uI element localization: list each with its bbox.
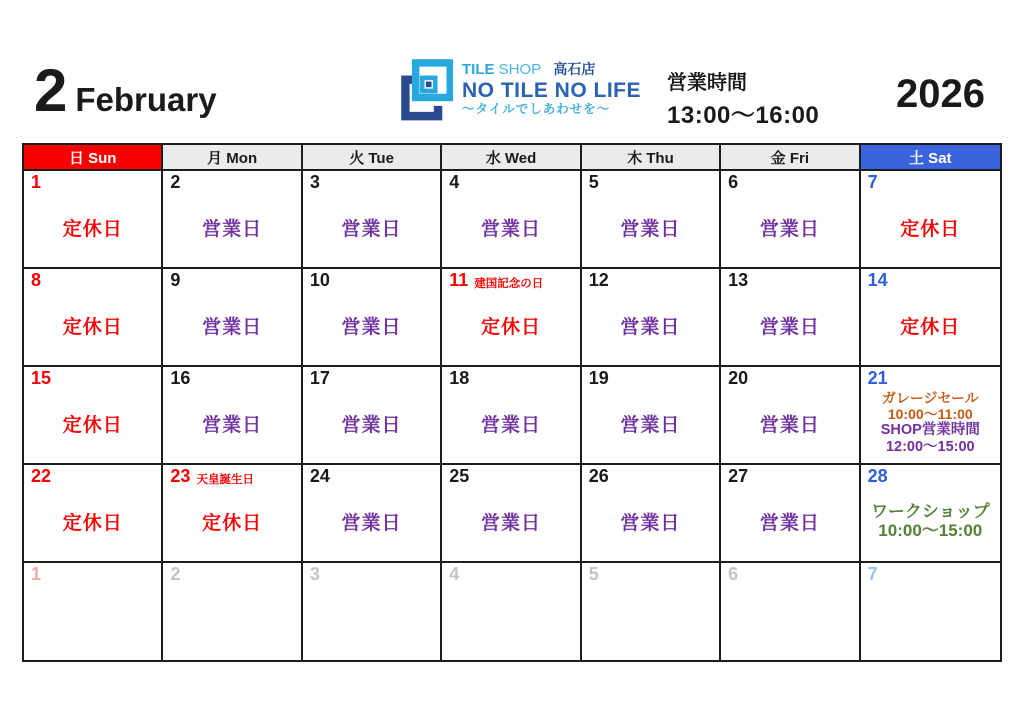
day-cell xyxy=(582,367,721,465)
day-cell-body xyxy=(582,391,719,463)
day-cell-body xyxy=(442,489,579,561)
day-cell xyxy=(442,269,581,367)
day-number: 19 xyxy=(588,368,609,388)
day-cell xyxy=(442,465,581,563)
day-number: 4 xyxy=(449,172,460,192)
day-cell-body xyxy=(24,391,161,463)
day-cell-body xyxy=(303,293,440,365)
day-cell-top xyxy=(442,465,579,489)
day-number: 1 xyxy=(31,564,42,584)
day-cell-body xyxy=(163,293,300,365)
day-cell-top xyxy=(721,465,858,489)
day-status: 営業日 xyxy=(202,218,263,240)
day-number: 9 xyxy=(170,270,181,290)
day-cell xyxy=(861,269,1000,367)
day-status: 営業日 xyxy=(759,218,820,240)
day-number: 28 xyxy=(867,466,888,486)
day-cell-top xyxy=(163,563,300,587)
day-cell-top xyxy=(24,465,161,489)
logo-main-slogan: NO TILE NO LIFE xyxy=(462,78,641,102)
weekday-header-weekday: 月 Mon xyxy=(163,145,302,171)
day-number: 8 xyxy=(31,270,42,290)
day-cell-top xyxy=(303,171,440,195)
day-number: 27 xyxy=(728,466,749,486)
day-cell xyxy=(163,563,302,660)
event-line: ガレージセール xyxy=(881,390,979,407)
day-cell-body xyxy=(24,489,161,561)
day-cell-body xyxy=(582,489,719,561)
day-cell-top xyxy=(24,171,161,195)
logo-branch-name: 高石店 xyxy=(553,61,596,77)
day-cell xyxy=(582,171,721,269)
logo-line1 xyxy=(462,62,641,79)
day-number: 21 xyxy=(867,368,888,388)
day-number: 11 xyxy=(449,270,469,290)
calendar-grid xyxy=(22,143,1002,662)
day-cell-top xyxy=(303,563,440,587)
weekday-header-sat: 土 Sat xyxy=(861,145,1000,171)
day-cell xyxy=(24,269,163,367)
day-cell xyxy=(303,171,442,269)
day-cell xyxy=(303,465,442,563)
day-number: 14 xyxy=(867,270,888,290)
day-cell xyxy=(442,563,581,660)
day-cell-top xyxy=(163,367,300,391)
day-status: 営業日 xyxy=(759,316,820,338)
shop-logo xyxy=(397,58,641,122)
day-cell xyxy=(721,563,860,660)
day-number: 5 xyxy=(588,564,599,584)
day-status: 営業日 xyxy=(341,218,402,240)
day-cell xyxy=(303,269,442,367)
day-status: 定休日 xyxy=(900,218,961,240)
day-status: 営業日 xyxy=(480,512,541,534)
day-number: 3 xyxy=(309,172,320,192)
day-number: 6 xyxy=(728,564,739,584)
day-cell-top xyxy=(721,171,858,195)
day-status: 定休日 xyxy=(900,316,961,338)
day-cell xyxy=(861,171,1000,269)
day-cell-body xyxy=(721,391,858,463)
logo-word-tile: TILE xyxy=(462,61,495,78)
day-cell xyxy=(861,465,1000,563)
business-hours xyxy=(667,66,819,130)
day-cell-body xyxy=(861,195,1000,267)
day-status: 定休日 xyxy=(62,414,123,436)
day-status: 定休日 xyxy=(62,316,123,338)
day-cell-top xyxy=(721,367,858,391)
day-cell-body xyxy=(721,587,858,660)
day-cell xyxy=(24,465,163,563)
day-cell-top xyxy=(24,563,161,587)
day-cell-body xyxy=(861,293,1000,365)
day-cell-body xyxy=(163,489,300,561)
day-cell xyxy=(721,171,860,269)
event-line: 10:00～15:00 xyxy=(878,521,983,540)
logo-word-shop: SHOP xyxy=(498,61,542,78)
logo-tagline: ～タイルでしあわせを～ xyxy=(462,102,611,117)
day-cell-top xyxy=(861,367,1000,391)
day-number: 17 xyxy=(309,368,330,388)
day-cell-top xyxy=(582,367,719,391)
tile-logo-icon xyxy=(397,58,453,122)
day-number: 4 xyxy=(449,564,460,584)
day-cell-body xyxy=(721,195,858,267)
day-number: 18 xyxy=(449,368,470,388)
day-cell-body xyxy=(24,293,161,365)
month-title xyxy=(34,56,217,125)
day-number: 12 xyxy=(588,270,609,290)
day-cell-body xyxy=(861,391,1000,463)
day-cell-body xyxy=(582,293,719,365)
day-status: 営業日 xyxy=(620,316,681,338)
day-cell-top xyxy=(582,171,719,195)
day-status: 定休日 xyxy=(202,512,263,534)
day-cell-body xyxy=(582,195,719,267)
day-cell xyxy=(24,367,163,465)
day-cell-top xyxy=(442,171,579,195)
day-cell xyxy=(303,563,442,660)
weekday-header-weekday: 金 Fri xyxy=(721,145,860,171)
day-number: 2 xyxy=(170,564,181,584)
day-number: 13 xyxy=(728,270,749,290)
month-number: 2 xyxy=(34,57,66,124)
day-number: 1 xyxy=(31,172,42,192)
day-cell xyxy=(442,367,581,465)
day-cell-top xyxy=(861,171,1000,195)
day-cell-top xyxy=(303,465,440,489)
business-hours-label: 営業時間 xyxy=(667,72,747,94)
year-label: 2026 xyxy=(896,72,985,116)
day-cell xyxy=(721,465,860,563)
event-line: 12:00～15:00 xyxy=(885,438,975,455)
holiday-label: 建国記念の日 xyxy=(474,278,544,290)
day-number: 25 xyxy=(449,466,470,486)
day-cell-top xyxy=(24,367,161,391)
day-cell xyxy=(721,367,860,465)
day-cell-top xyxy=(303,367,440,391)
event-line: 10:00～11:00 xyxy=(887,405,973,422)
day-cell-body xyxy=(303,587,440,660)
day-cell xyxy=(861,367,1000,465)
day-number: 22 xyxy=(31,466,52,486)
day-cell-body xyxy=(442,195,579,267)
day-cell xyxy=(582,563,721,660)
day-cell-body xyxy=(861,587,1000,660)
day-cell xyxy=(303,367,442,465)
day-cell xyxy=(24,563,163,660)
day-cell-top xyxy=(582,465,719,489)
day-cell-top xyxy=(582,563,719,587)
day-status: 営業日 xyxy=(620,414,681,436)
day-cell xyxy=(442,171,581,269)
day-number: 10 xyxy=(309,270,330,290)
day-number: 2 xyxy=(170,172,181,192)
day-status: 営業日 xyxy=(341,512,402,534)
weekday-header-weekday: 木 Thu xyxy=(582,145,721,171)
day-status: 営業日 xyxy=(620,218,681,240)
day-cell-body xyxy=(721,293,858,365)
day-cell-top xyxy=(163,465,300,489)
day-cell-body xyxy=(442,391,579,463)
weekday-header-weekday: 火 Tue xyxy=(303,145,442,171)
day-number: 23 xyxy=(170,466,191,486)
day-cell-top xyxy=(163,269,300,293)
day-cell xyxy=(163,465,302,563)
day-cell-body xyxy=(721,489,858,561)
day-number: 6 xyxy=(728,172,739,192)
day-cell-top xyxy=(303,269,440,293)
day-status: 定休日 xyxy=(62,512,123,534)
day-cell xyxy=(163,171,302,269)
day-number: 20 xyxy=(728,368,749,388)
weekday-header-weekday: 水 Wed xyxy=(442,145,581,171)
day-status: 営業日 xyxy=(759,512,820,534)
day-cell-body xyxy=(303,195,440,267)
day-number: 3 xyxy=(309,564,320,584)
day-cell xyxy=(24,171,163,269)
holiday-label: 天皇誕生日 xyxy=(196,474,254,486)
day-cell-body xyxy=(303,391,440,463)
month-name: February xyxy=(75,81,217,118)
day-cell-top xyxy=(442,563,579,587)
day-number: 15 xyxy=(31,368,52,388)
business-hours-value: 13:00～16:00 xyxy=(667,102,820,129)
day-status: 営業日 xyxy=(480,414,541,436)
day-cell-top xyxy=(861,269,1000,293)
day-number: 24 xyxy=(309,466,330,486)
day-cell xyxy=(582,269,721,367)
day-cell-top xyxy=(861,563,1000,587)
day-cell-body xyxy=(442,587,579,660)
day-status: 定休日 xyxy=(480,316,541,338)
logo-text xyxy=(462,58,641,116)
day-cell xyxy=(721,269,860,367)
day-status: 営業日 xyxy=(341,316,402,338)
day-cell-body xyxy=(24,195,161,267)
day-number: 16 xyxy=(170,368,191,388)
event-line: SHOP営業時間 xyxy=(880,422,980,439)
day-number: 7 xyxy=(867,172,878,192)
weekday-header-sun: 日 Sun xyxy=(24,145,163,171)
day-status: 営業日 xyxy=(480,218,541,240)
day-cell-top xyxy=(721,269,858,293)
day-cell-top xyxy=(442,367,579,391)
day-cell-top xyxy=(861,465,1000,489)
day-cell-body xyxy=(163,391,300,463)
day-cell-body xyxy=(303,489,440,561)
day-cell-body xyxy=(163,195,300,267)
day-number: 7 xyxy=(867,564,878,584)
day-cell-body xyxy=(163,587,300,660)
day-number: 26 xyxy=(588,466,609,486)
day-cell-body xyxy=(442,293,579,365)
day-cell-top xyxy=(163,171,300,195)
day-cell-body xyxy=(24,587,161,660)
day-cell-top xyxy=(582,269,719,293)
day-status: 営業日 xyxy=(202,414,263,436)
day-cell-body xyxy=(582,587,719,660)
day-cell-body xyxy=(861,489,1000,561)
day-status: 営業日 xyxy=(620,512,681,534)
day-cell xyxy=(163,367,302,465)
event-line: ワークショップ xyxy=(870,501,990,521)
day-cell xyxy=(582,465,721,563)
day-status: 営業日 xyxy=(202,316,263,338)
day-status: 営業日 xyxy=(341,414,402,436)
day-status: 営業日 xyxy=(759,414,820,436)
day-cell-top xyxy=(442,269,579,293)
day-cell-top xyxy=(721,563,858,587)
day-status: 定休日 xyxy=(62,218,123,240)
day-cell xyxy=(163,269,302,367)
day-cell-top xyxy=(24,269,161,293)
day-cell xyxy=(861,563,1000,660)
day-number: 5 xyxy=(588,172,599,192)
